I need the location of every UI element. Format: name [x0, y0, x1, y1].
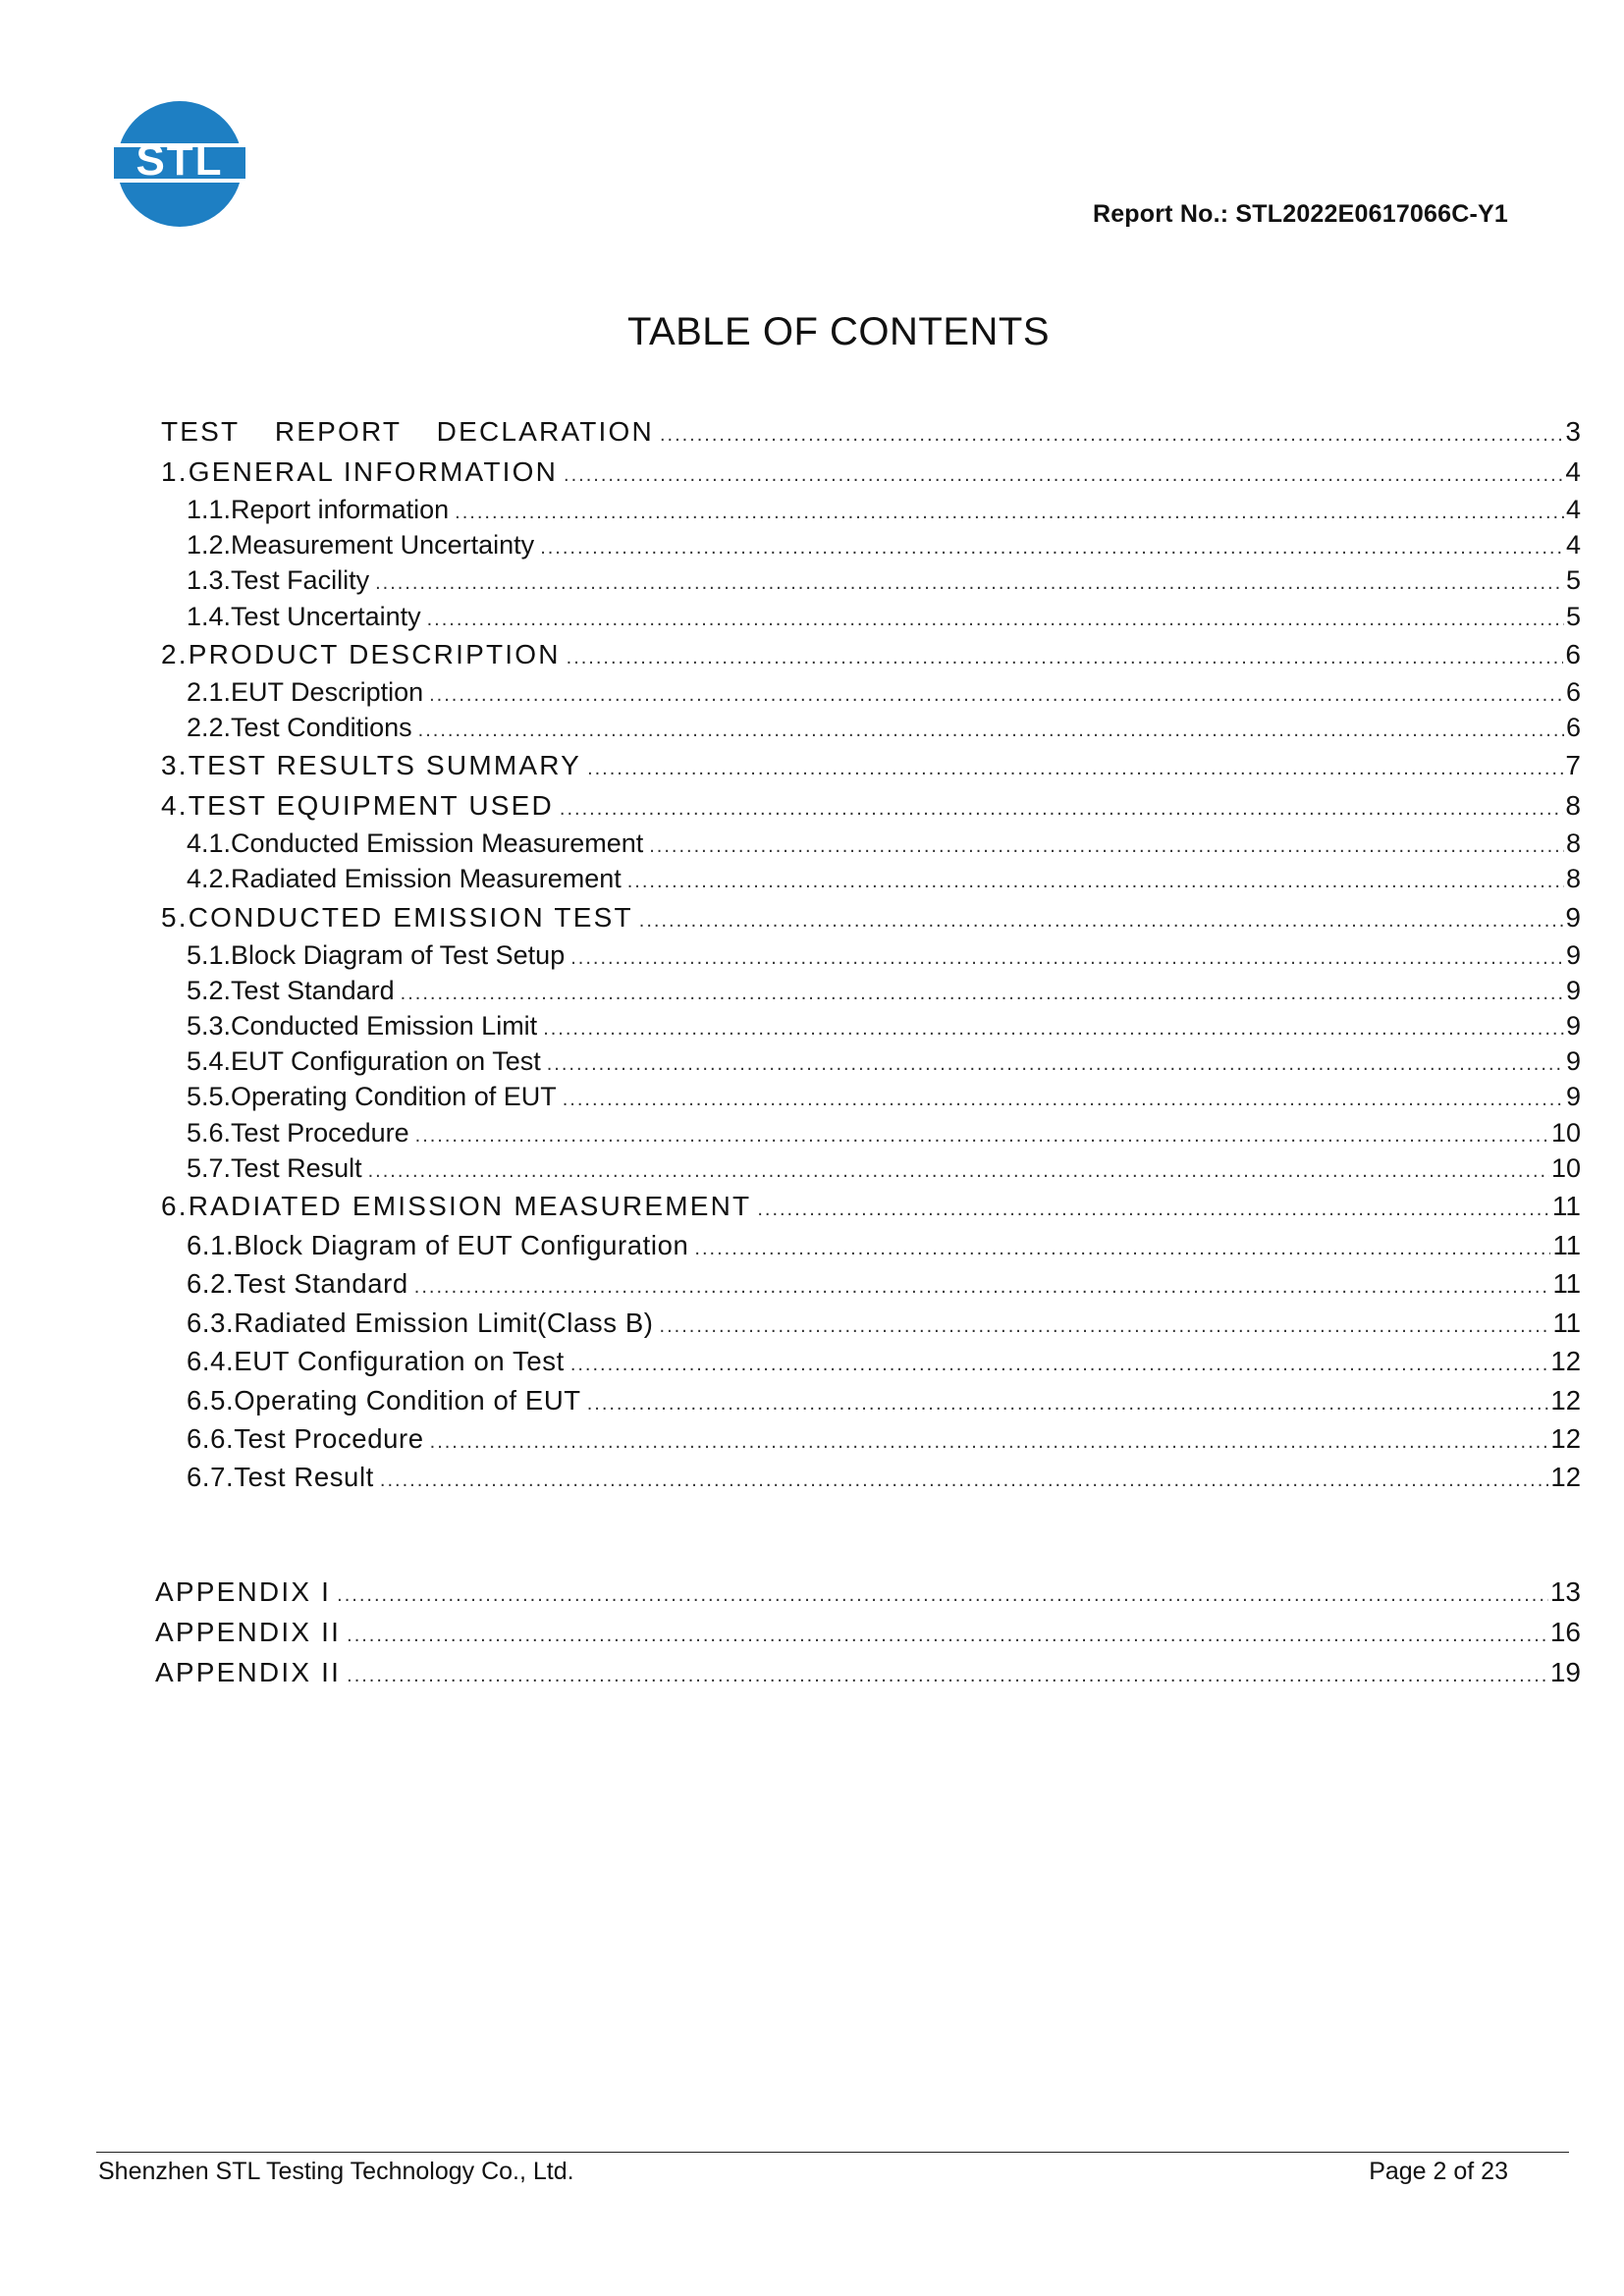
toc-entry-page: 4 [1565, 456, 1581, 487]
toc-entry-page: 9 [1565, 901, 1581, 933]
toc-entry-number: 4.2. [187, 864, 232, 894]
toc-entry-title: Operating Condition of EUT [231, 1082, 557, 1112]
toc-entry-page: 9 [1565, 1082, 1581, 1112]
dot-leader [414, 1266, 1551, 1305]
toc-entry-number: 1.1. [187, 495, 232, 524]
toc-entry-page: 6 [1565, 713, 1581, 743]
dot-leader [587, 747, 1563, 787]
toc-entry-title: Test Facility [231, 565, 370, 596]
dot-leader [429, 676, 1564, 712]
toc-entry-2-2[interactable] [161, 712, 1581, 747]
toc-entry-title: Test Result [231, 1152, 362, 1183]
toc-entry-title: Test Standard [234, 1268, 408, 1300]
toc-entry-number: 4. [161, 790, 189, 822]
toc-entry-5-6[interactable] [161, 1117, 1581, 1152]
toc-entry-4-2[interactable] [161, 863, 1581, 898]
toc-entry-6-4[interactable] [161, 1344, 1581, 1382]
toc-entry-title: Test Result [234, 1462, 374, 1493]
dot-leader [427, 601, 1564, 636]
toc-entry-page: 8 [1565, 790, 1581, 822]
toc-entry-page: 5 [1565, 601, 1581, 631]
dot-leader [560, 787, 1564, 828]
toc-entry-1-3[interactable] [161, 564, 1581, 600]
footer-page-number: Page 2 of 23 [1369, 2158, 1508, 2185]
toc-entry-6-1[interactable] [161, 1228, 1581, 1266]
toc-entry-page: 3 [1565, 416, 1581, 447]
appendix-list [155, 1574, 1581, 1694]
toc-entry-title: Conducted Emission Measurement [231, 828, 644, 859]
toc-entry-title: Block Diagram of EUT Configuration [234, 1230, 689, 1261]
toc-entry-page: 6 [1565, 676, 1581, 707]
toc-entry-page: 10 [1550, 1117, 1581, 1148]
toc-entry-5-7[interactable] [161, 1152, 1581, 1188]
toc-entry-number: 2.1. [187, 676, 232, 707]
toc-entry-title: TEST RESULTS SUMMARY [188, 750, 582, 781]
toc-entry-5[interactable] [161, 899, 1581, 939]
toc-entry-page: 8 [1565, 828, 1581, 859]
dot-leader [570, 939, 1564, 975]
toc-entry-number: 6.6. [187, 1423, 235, 1455]
toc-entry-appendix-2[interactable] [155, 1614, 1581, 1654]
toc-entry-5-2[interactable] [161, 975, 1581, 1010]
toc-entry-number: 5.7. [187, 1152, 232, 1183]
toc-entry-number: 5.4. [187, 1046, 232, 1077]
toc-entry-title: Measurement Uncertainty [231, 530, 535, 561]
toc-entry-4[interactable] [161, 787, 1581, 828]
toc-entry-page: 13 [1549, 1576, 1581, 1607]
toc-entry-6-3[interactable] [161, 1306, 1581, 1344]
toc-entry-number: 5.5. [187, 1082, 232, 1112]
toc-entry-2-1[interactable] [161, 676, 1581, 712]
toc-entry-page: 12 [1550, 1423, 1581, 1455]
toc-entry-number: 3. [161, 750, 189, 781]
dot-leader [564, 454, 1563, 494]
toc-entry-number: 5.2. [187, 975, 232, 1005]
toc-entry-page: 8 [1565, 864, 1581, 894]
dot-leader [347, 1614, 1548, 1654]
toc-entry-title: Test Standard [231, 975, 395, 1005]
dot-leader [587, 1383, 1549, 1421]
toc-entry-title: Report information [231, 495, 450, 524]
dot-leader [337, 1574, 1548, 1614]
toc-entry-title: TEST REPORT DECLARATION [161, 416, 654, 447]
toc-entry-title: Test Uncertainty [231, 601, 421, 631]
toc-entry-1[interactable] [161, 454, 1581, 494]
toc-entry-title: PRODUCT DESCRIPTION [188, 638, 561, 669]
toc-entry-number: 5.6. [187, 1117, 232, 1148]
toc-entry-page: 4 [1565, 495, 1581, 524]
toc-entry-6-6[interactable] [161, 1421, 1581, 1460]
toc-entry-title: RADIATED EMISSION MEASUREMENT [188, 1191, 752, 1222]
toc-entry-page: 12 [1550, 1462, 1581, 1493]
dot-leader [380, 1460, 1549, 1498]
toc-entry-page: 7 [1565, 750, 1581, 781]
dot-leader [543, 1010, 1564, 1045]
toc-entry-title: TEST EQUIPMENT USED [188, 790, 554, 822]
footer-company: Shenzhen STL Testing Technology Co., Ltd. [98, 2158, 574, 2185]
toc-entry-appendix-3[interactable] [155, 1654, 1581, 1694]
dot-leader [455, 494, 1564, 529]
dot-leader [415, 1117, 1549, 1152]
toc-entry-number: 2.2. [187, 713, 232, 743]
toc-entry-title: APPENDIX II [155, 1617, 342, 1647]
toc-entry-page: 19 [1549, 1657, 1581, 1687]
toc-entry-3[interactable] [161, 747, 1581, 787]
dot-leader [540, 529, 1564, 564]
toc-entry-page: 11 [1552, 1307, 1581, 1338]
dot-leader [567, 636, 1564, 676]
toc-entry-1-4[interactable] [161, 601, 1581, 636]
toc-entry-page: 11 [1551, 1191, 1581, 1222]
dot-leader [563, 1081, 1564, 1116]
dot-leader [649, 828, 1564, 863]
dot-leader [375, 564, 1564, 600]
toc-entry-6[interactable] [161, 1188, 1581, 1228]
dot-leader [660, 413, 1563, 454]
toc-entry-number: 1.3. [187, 565, 232, 596]
report-number: Report No.: STL2022E0617066C-Y1 [1092, 200, 1508, 228]
toc-entry-page: 10 [1550, 1152, 1581, 1183]
toc-entry-4-1[interactable] [161, 828, 1581, 863]
dot-leader [401, 975, 1564, 1010]
toc-entry-number: 5. [161, 901, 189, 933]
toc-entry-page: 11 [1552, 1230, 1581, 1261]
toc-entry-5-5[interactable] [161, 1081, 1581, 1116]
dot-leader [660, 1306, 1551, 1344]
page-title: TABLE OF CONTENTS [626, 310, 1051, 353]
dot-leader [430, 1421, 1549, 1460]
toc-entry-declaration[interactable] [161, 413, 1581, 454]
dot-leader [627, 863, 1564, 898]
dot-leader [547, 1045, 1564, 1081]
toc-entry-page: 9 [1565, 939, 1581, 970]
toc-entry-page: 5 [1565, 565, 1581, 596]
toc-entry-number: 6.5. [187, 1384, 235, 1415]
toc-entry-number: 6.1. [187, 1230, 235, 1261]
toc-entry-title: EUT Configuration on Test [231, 1046, 541, 1077]
toc-entry-page: 16 [1549, 1617, 1581, 1647]
toc-entry-title: Radiated Emission Measurement [231, 864, 622, 894]
toc-entry-6-2[interactable] [161, 1266, 1581, 1305]
toc-entry-1-1[interactable] [161, 494, 1581, 529]
dot-leader [757, 1188, 1550, 1228]
toc-entry-page: 12 [1550, 1384, 1581, 1415]
dot-leader [347, 1654, 1548, 1694]
toc-entry-page: 9 [1565, 1046, 1581, 1077]
toc-entry-number: 6.3. [187, 1307, 235, 1338]
toc-entry-2[interactable] [161, 636, 1581, 676]
logo-text: STL [135, 136, 224, 185]
toc-entry-title: Test Procedure [231, 1117, 409, 1148]
toc-entry-title: Block Diagram of Test Setup [231, 939, 566, 970]
table-of-contents [161, 413, 1581, 1499]
toc-entry-title: Conducted Emission Limit [231, 1011, 538, 1041]
toc-entry-page: 9 [1565, 975, 1581, 1005]
toc-entry-title: APPENDIX II [155, 1657, 342, 1687]
toc-entry-title: Test Conditions [231, 713, 412, 743]
toc-entry-number: 6.7. [187, 1462, 235, 1493]
toc-entry-number: 1.2. [187, 530, 232, 561]
toc-entry-6-5[interactable] [161, 1383, 1581, 1421]
toc-entry-number: 5.3. [187, 1011, 232, 1041]
toc-entry-appendix-1[interactable] [155, 1574, 1581, 1614]
toc-entry-number: 5.1. [187, 939, 232, 970]
toc-entry-1-2[interactable] [161, 529, 1581, 564]
dot-leader [368, 1152, 1549, 1188]
toc-entry-number: 4.1. [187, 828, 232, 859]
stl-logo [114, 98, 245, 230]
toc-entry-title: Radiated Emission Limit(Class B) [234, 1307, 654, 1338]
toc-entry-title: EUT Description [231, 676, 424, 707]
toc-entry-page: 6 [1565, 638, 1581, 669]
toc-entry-title: GENERAL INFORMATION [188, 456, 559, 487]
toc-entry-title: Test Procedure [234, 1423, 424, 1455]
toc-entry-number: 1. [161, 456, 189, 487]
dot-leader [694, 1228, 1550, 1266]
toc-entry-5-4[interactable] [161, 1045, 1581, 1081]
dot-leader [570, 1344, 1549, 1382]
footer-divider [96, 2152, 1569, 2153]
toc-entry-number: 6.2. [187, 1268, 235, 1300]
toc-entry-6-7[interactable] [161, 1460, 1581, 1498]
toc-entry-page: 4 [1565, 530, 1581, 561]
toc-entry-number: 6.4. [187, 1346, 235, 1377]
toc-entry-title: Operating Condition of EUT [234, 1384, 581, 1415]
dot-leader [639, 899, 1564, 939]
toc-entry-5-3[interactable] [161, 1010, 1581, 1045]
dot-leader [418, 712, 1564, 747]
toc-entry-page: 11 [1552, 1268, 1581, 1300]
toc-entry-number: 6. [161, 1191, 189, 1222]
toc-entry-page: 9 [1565, 1011, 1581, 1041]
toc-entry-title: CONDUCTED EMISSION TEST [188, 901, 633, 933]
toc-entry-title: APPENDIX I [155, 1576, 332, 1607]
toc-entry-number: 1.4. [187, 601, 232, 631]
toc-entry-5-1[interactable] [161, 939, 1581, 975]
toc-entry-title: EUT Configuration on Test [234, 1346, 565, 1377]
toc-entry-number: 2. [161, 638, 189, 669]
toc-entry-page: 12 [1550, 1346, 1581, 1377]
